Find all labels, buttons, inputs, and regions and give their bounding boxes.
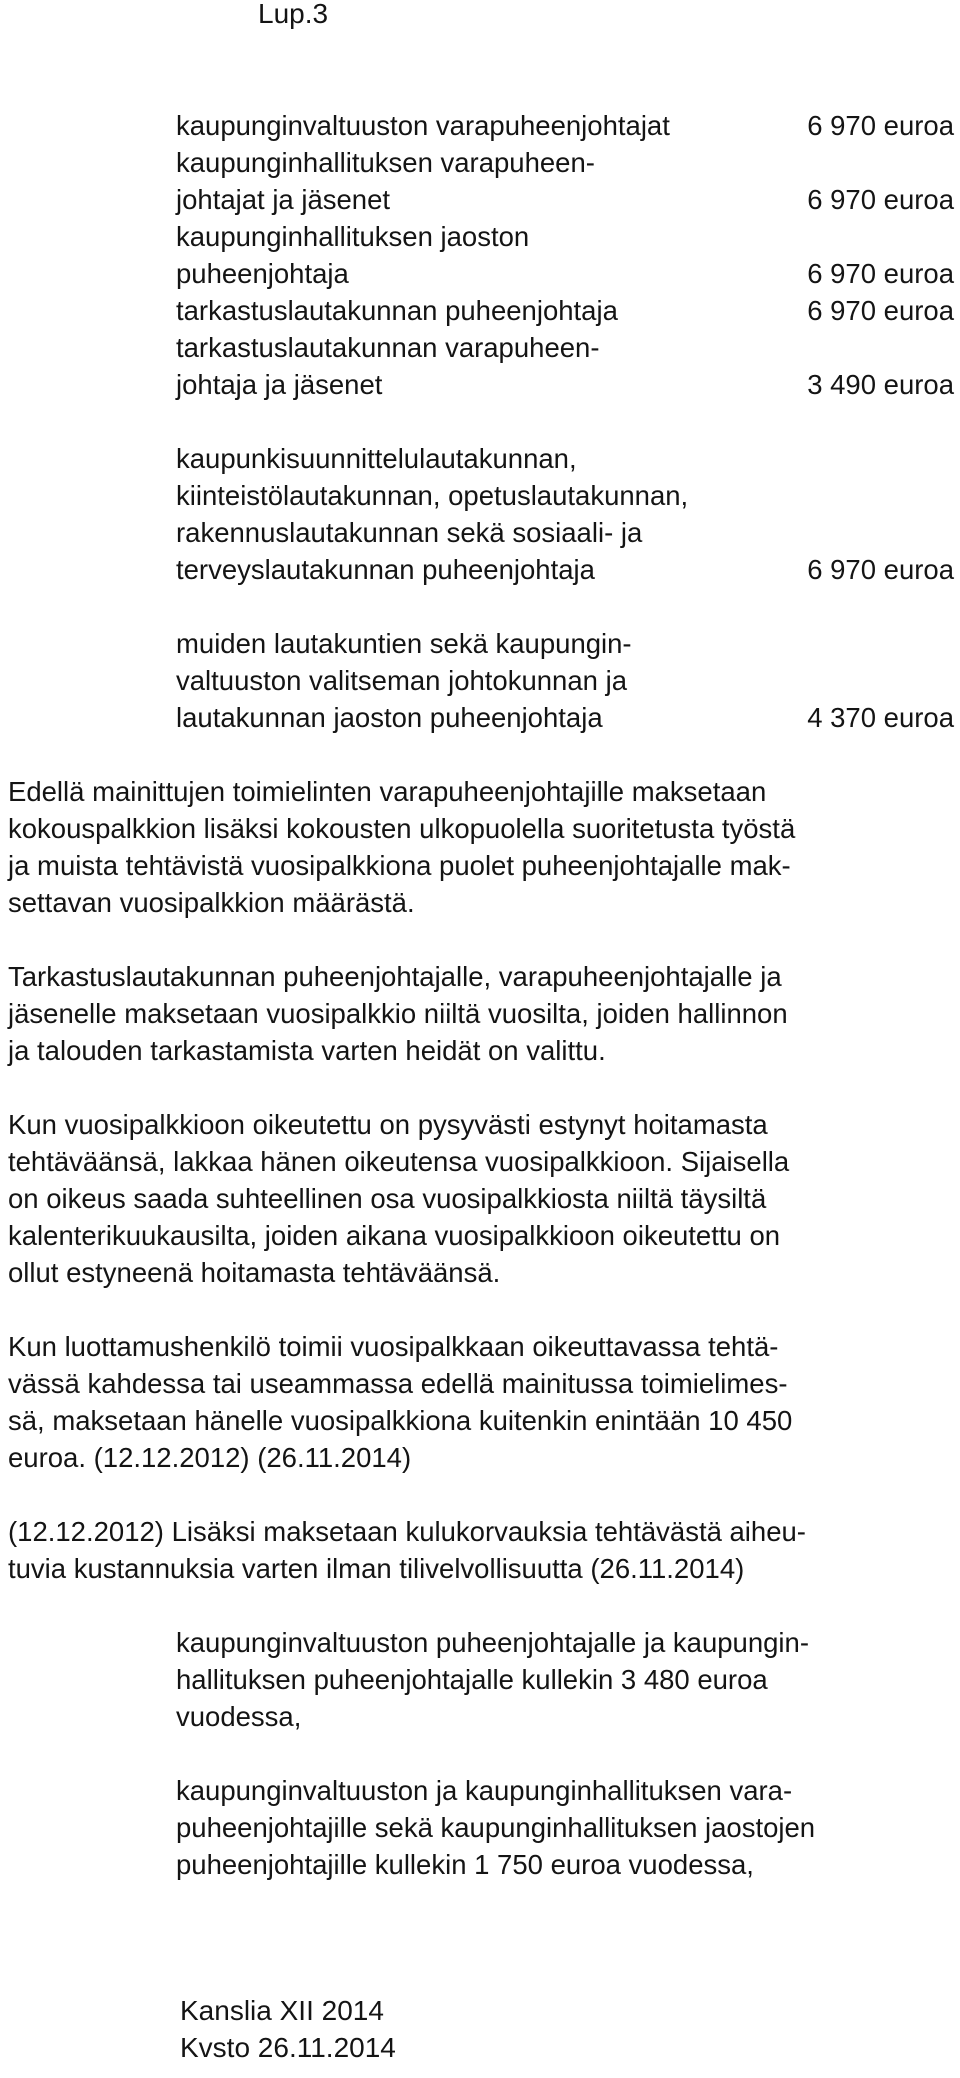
fee-row-label: kaupunginhallituksen varapuheen- bbox=[176, 147, 595, 178]
paragraph-line: Kun vuosipalkkioon oikeutettu on pysyvästi estynyt hoitamasta bbox=[8, 1109, 768, 1140]
fee-row-amount: 3 490 euroa bbox=[807, 369, 954, 400]
fee-row-amount: 6 970 euroa bbox=[807, 184, 954, 215]
fee-row-label: terveyslautakunnan puheenjohtaja bbox=[176, 554, 595, 585]
paragraph-line: euroa. (12.12.2012) (26.11.2014) bbox=[8, 1442, 412, 1473]
fee-row-label: tarkastuslautakunnan puheenjohtaja bbox=[176, 295, 618, 326]
page-number: Lup.3 bbox=[258, 0, 329, 29]
paragraph-line: Edellä mainittujen toimielinten varapuheenjohtajille maksetaan bbox=[8, 776, 767, 807]
fee-row-label: johtajat ja jäsenet bbox=[176, 184, 391, 215]
paragraph-line: ja muista tehtävistä vuosipalkkiona puolet puheenjohtajalle mak- bbox=[8, 850, 791, 881]
paragraph-line: ja talouden tarkastamista varten heidät on valittu. bbox=[8, 1035, 606, 1066]
fee-row-amount: 6 970 euroa bbox=[807, 554, 954, 585]
indented-item-line: hallituksen puheenjohtajalle kullekin 3 480 euroa bbox=[176, 1664, 768, 1695]
fee-row-amount: 6 970 euroa bbox=[807, 258, 954, 289]
paragraph-line: settavan vuosipalkkion määrästä. bbox=[8, 887, 415, 918]
indented-item-line: puheenjohtajille sekä kaupunginhallituksen jaostojen bbox=[176, 1812, 816, 1843]
paragraph-line: Tarkastuslautakunnan puheenjohtajalle, varapuheenjohtajalle ja bbox=[8, 961, 782, 992]
paragraph-line: on oikeus saada suhteellinen osa vuosipalkkiosta niiltä täysiltä bbox=[8, 1183, 767, 1214]
footer-line: Kanslia XII 2014 bbox=[180, 1995, 384, 2026]
fee-row-label: kiinteistölautakunnan, opetuslautakunnan, bbox=[176, 480, 689, 511]
paragraph-line: ollut estyneenä hoitamasta tehtäväänsä. bbox=[8, 1257, 501, 1288]
fee-row-label: johtaja ja jäsenet bbox=[176, 369, 383, 400]
fee-row-label: tarkastuslautakunnan varapuheen- bbox=[176, 332, 600, 363]
paragraph-line: vässä kahdessa tai useammassa edellä mainitussa toimielimes- bbox=[8, 1368, 788, 1399]
fee-row-amount: 6 970 euroa bbox=[807, 110, 954, 141]
indented-item-line: puheenjohtajille kullekin 1 750 euroa vuodessa, bbox=[176, 1849, 754, 1880]
fee-row-amount: 6 970 euroa bbox=[807, 295, 954, 326]
paragraph-line: jäsenelle maksetaan vuosipalkkio niiltä vuosilta, joiden hallinnon bbox=[8, 998, 788, 1029]
paragraph-line: tuvia kustannuksia varten ilman tilivelvollisuutta (26.11.2014) bbox=[8, 1553, 745, 1584]
fee-row-label: puheenjohtaja bbox=[176, 258, 349, 289]
paragraph-line: kokouspalkkion lisäksi kokousten ulkopuolella suoritetusta työstä bbox=[8, 813, 796, 844]
indented-item-line: kaupunginvaltuuston ja kaupunginhallituksen vara- bbox=[176, 1775, 793, 1806]
fee-row-amount: 4 370 euroa bbox=[807, 702, 954, 733]
fee-row-label: kaupunginvaltuuston varapuheenjohtajat bbox=[176, 110, 670, 141]
fee-row-label: valtuuston valitseman johtokunnan ja bbox=[176, 665, 627, 696]
indented-item-line: kaupunginvaltuuston puheenjohtajalle ja kaupungin- bbox=[176, 1627, 809, 1658]
paragraph-line: kalenterikuukausilta, joiden aikana vuosipalkkioon oikeutettu on bbox=[8, 1220, 781, 1251]
paragraph-line: (12.12.2012) Lisäksi maksetaan kulukorvauksia tehtävästä aiheu- bbox=[8, 1516, 806, 1547]
fee-row-label: rakennuslautakunnan sekä sosiaali- ja bbox=[176, 517, 643, 548]
fee-row-label: kaupunkisuunnittelulautakunnan, bbox=[176, 443, 577, 474]
paragraph-line: tehtäväänsä, lakkaa hänen oikeutensa vuosipalkkioon. Sijaisella bbox=[8, 1146, 790, 1177]
paragraph-line: Kun luottamushenkilö toimii vuosipalkkaan oikeuttavassa tehtä- bbox=[8, 1331, 779, 1362]
fee-row-label: muiden lautakuntien sekä kaupungin- bbox=[176, 628, 632, 659]
paragraph-line: sä, maksetaan hänelle vuosipalkkiona kuitenkin enintään 10 450 bbox=[8, 1405, 793, 1436]
footer-line: Kvsto 26.11.2014 bbox=[180, 2032, 396, 2063]
fee-row-label: lautakunnan jaoston puheenjohtaja bbox=[176, 702, 603, 733]
fee-row-label: kaupunginhallituksen jaoston bbox=[176, 221, 530, 252]
indented-item-line: vuodessa, bbox=[176, 1701, 302, 1732]
